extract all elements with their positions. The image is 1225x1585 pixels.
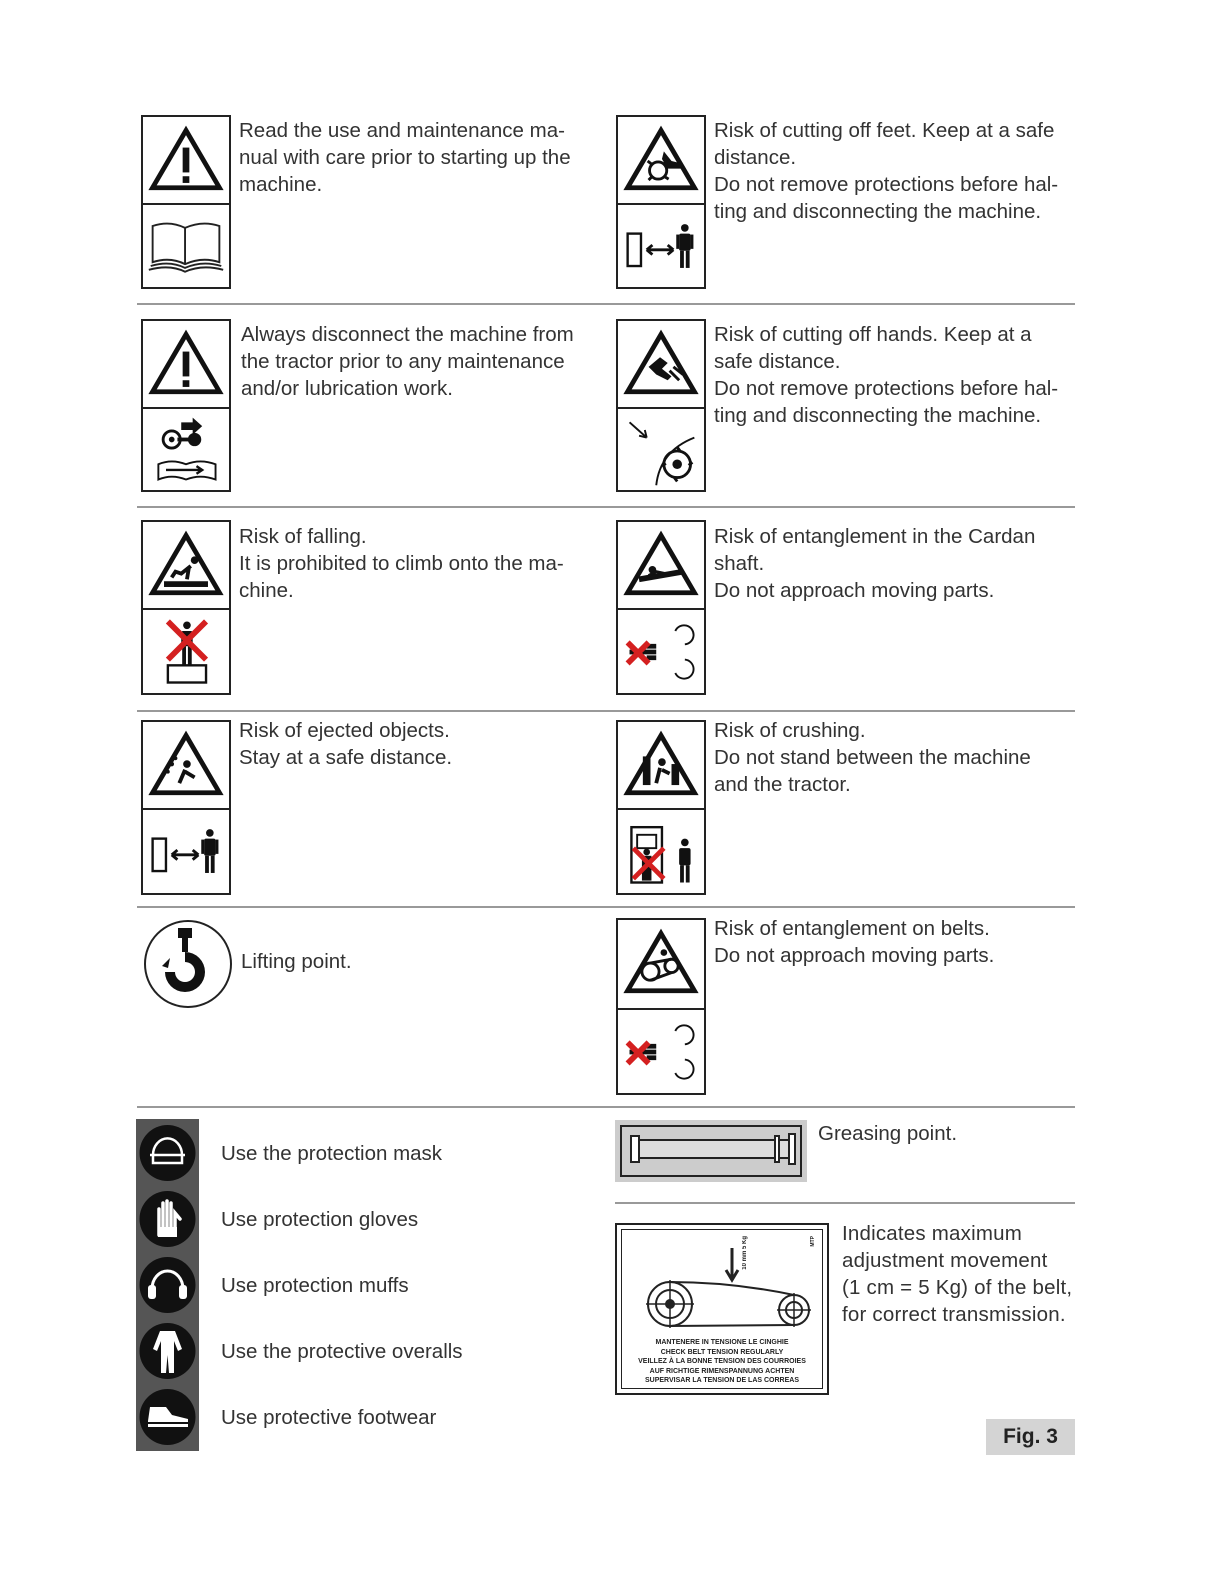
belt-tension-text: Indicates maximum adjustment movement (1 cm = 5 Kg) of the belt, for correct transmission.	[842, 1222, 1073, 1326]
ppe-gloves-label: Use protection gloves	[221, 1208, 419, 1231]
ppe-mask-label: Use the protection mask	[221, 1142, 443, 1165]
safe-distance-icon	[616, 203, 706, 289]
cardan-entanglement-icon	[616, 520, 706, 610]
belts-text: Risk of entanglement on belts. Do not approach moving parts.	[714, 917, 995, 967]
ejected-text: Risk of ejected objects. Stay at a safe distance.	[239, 719, 453, 769]
manual-book-icon	[141, 203, 231, 289]
section-divider	[137, 303, 1075, 305]
falling-text: Risk of falling. It is prohibited to climb onto the ma- chine.	[239, 525, 564, 602]
no-moving-parts-icon	[616, 1008, 706, 1095]
section-divider	[137, 1106, 1075, 1108]
protection-muffs-icon	[140, 1257, 196, 1313]
ppe-footwear-label: Use protective footwear	[221, 1406, 437, 1429]
lifting-text: Lifting point.	[241, 950, 352, 973]
cutting-feet-text: Risk of cutting off feet. Keep at a safe distance. Do not remove protections before hal- ting and disconnecting the machine.	[714, 119, 1059, 223]
falling-hazard-icon	[141, 520, 231, 610]
rotating-blade-icon	[616, 407, 706, 492]
foot-cutting-hazard-icon	[616, 115, 706, 205]
protective-footwear-icon	[140, 1389, 196, 1445]
protection-gloves-icon	[140, 1191, 196, 1247]
figure-label: Fig. 3	[986, 1419, 1075, 1455]
ejected-objects-icon	[141, 720, 231, 810]
section-divider	[137, 710, 1075, 712]
belt-tension-sticker	[615, 1223, 829, 1395]
warning-triangle-icon	[141, 319, 231, 409]
section-divider	[137, 506, 1075, 508]
cutting-hands-text: Risk of cutting off hands. Keep at a safe distance. Do not remove protections before hal- ting and disconnecting the machine.	[714, 323, 1059, 427]
protection-mask-icon	[140, 1125, 196, 1181]
remove-key-icon	[141, 407, 231, 492]
ppe-muffs-label: Use protection muffs	[221, 1274, 409, 1297]
safe-distance-icon	[141, 808, 231, 895]
belt-entanglement-icon	[616, 918, 706, 1010]
hand-cutting-hazard-icon	[616, 319, 706, 409]
protective-overalls-icon	[140, 1323, 196, 1379]
greasing-text: Greasing point.	[818, 1122, 958, 1145]
sticker-code: MTP	[810, 1236, 816, 1247]
ppe-icon-strip	[136, 1119, 199, 1451]
disconnect-text: Always disconnect the machine from the tractor prior to any maintenance and/or lubrication work.	[241, 323, 574, 400]
lifting-hook-icon	[142, 918, 234, 1010]
belt-gauge-label: 10 mm 5 Kg	[742, 1236, 748, 1270]
belt-pulley-diagram	[622, 1230, 825, 1334]
section-divider	[615, 1202, 1075, 1204]
cardan-text: Risk of entanglement in the Cardan shaft. Do not approach moving parts.	[714, 525, 1036, 602]
no-moving-parts-icon	[616, 608, 706, 695]
greasing-point-icon	[615, 1120, 807, 1182]
section-divider	[137, 906, 1075, 908]
ppe-overalls-label: Use the protective overalls	[221, 1340, 463, 1363]
no-climbing-icon	[141, 608, 231, 695]
belt-sticker-text: MANTENERE IN TENSIONE LE CINGHIE CHECK BELT TENSION REGULARLY VEILLEZ À LA BONNE TENSION DES COURROIES AUF RICHTIGE RIMENSPANNUNG ACHTEN SUPERVISAR LA TENSION DE LAS CORREAS	[638, 1339, 806, 1385]
crushing-text: Risk of crushing. Do not stand between the machine and the tractor.	[714, 719, 1031, 796]
read-manual-text: Read the use and maintenance ma- nual with care prior to starting up the machine.	[239, 119, 571, 196]
no-standing-between-icon	[616, 808, 706, 895]
crushing-hazard-icon	[616, 720, 706, 810]
warning-triangle-icon	[141, 115, 231, 205]
